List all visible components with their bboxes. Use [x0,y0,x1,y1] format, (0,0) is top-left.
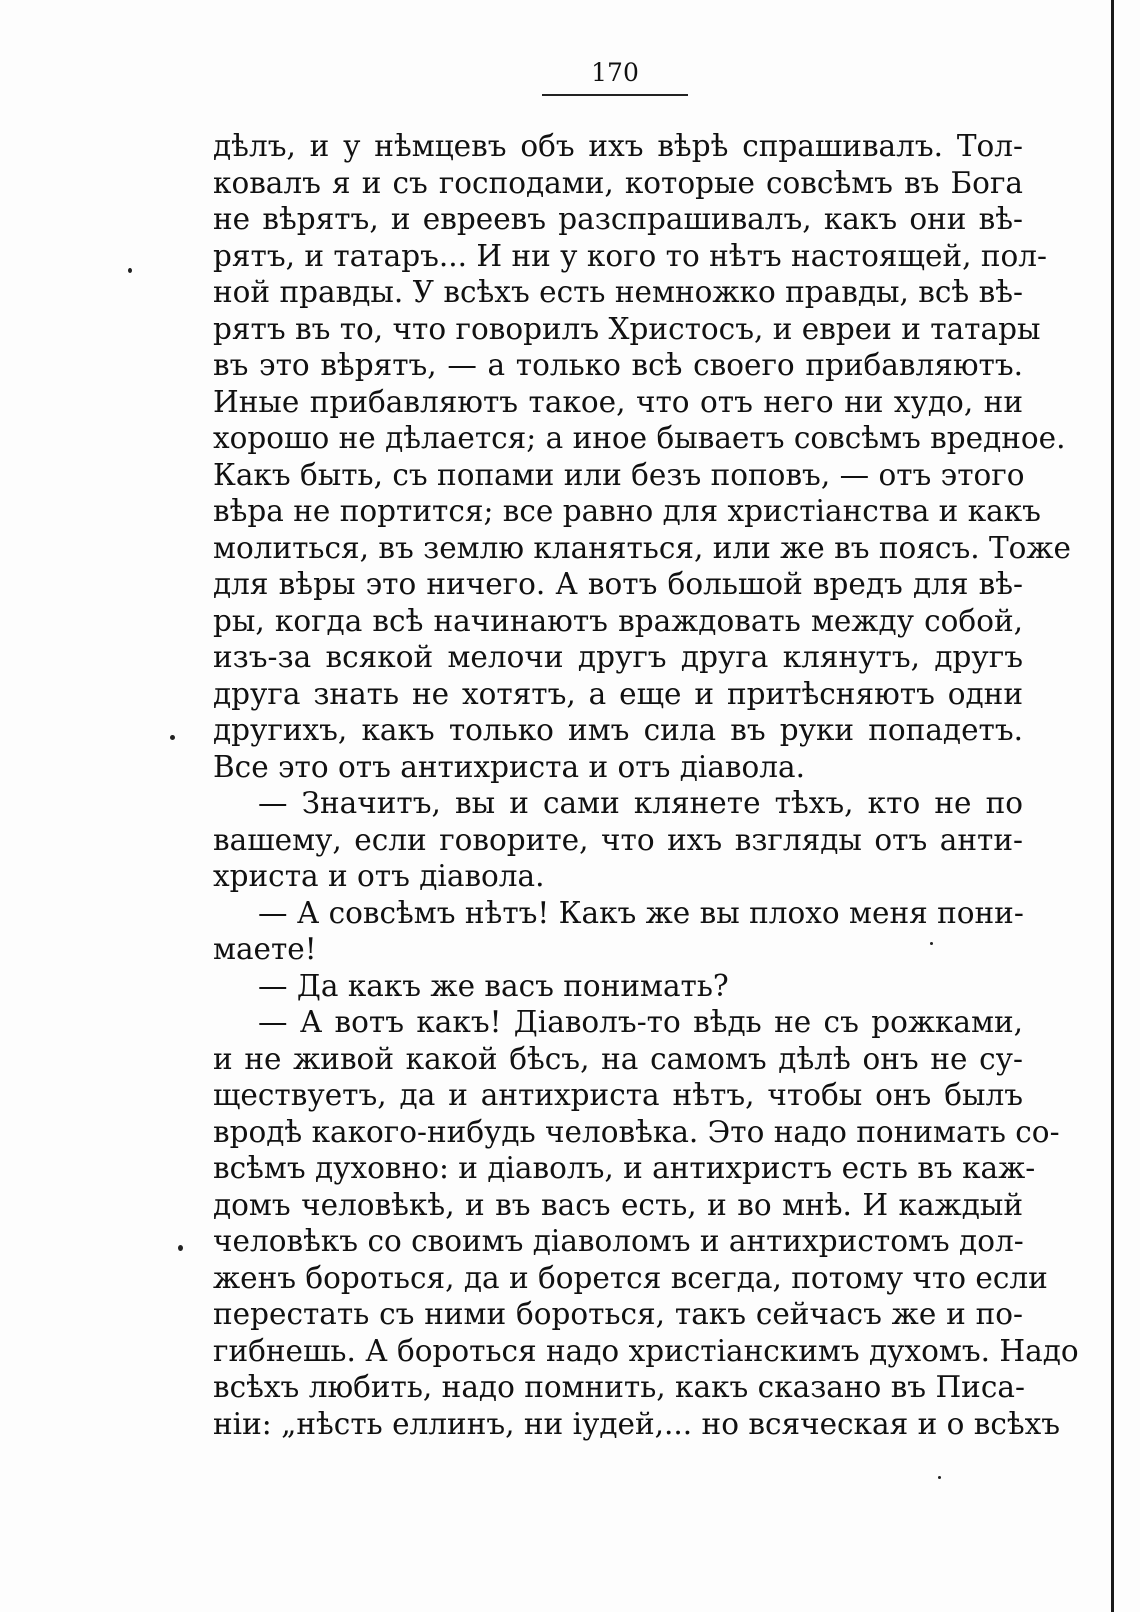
text-line: хорошо не дѣлается; а иное бываетъ совсѣмъ вредное. [213,421,1066,455]
header-rule [542,94,688,96]
body-text [213,128,1079,1442]
text-line: домъ человѣкѣ, и въ васъ есть, и во мнѣ. И каждый [213,1187,1023,1222]
text-line: гибнешь. А бороться надо христіанскимъ духомъ. Надо [213,1333,1079,1368]
text-line: рятъ, и татаръ... И ни у кого то нѣтъ настоящей, пол- [213,238,1047,273]
text-line: вродѣ какого-нибудь человѣка. Это надо понимать со- [213,1114,1060,1149]
scan-speck [930,942,933,945]
text-line: для вѣры это ничего. А вотъ большой вредъ для вѣ- [213,567,1023,601]
text-line: маете! [213,932,317,966]
text-line: ществуетъ, да и антихриста нѣтъ, чтобы онъ былъ [213,1078,1023,1112]
scan-speck [938,1476,941,1479]
text-line: человѣкъ со своимъ діаволомъ и антихристомъ дол- [213,1224,1024,1258]
text-line: христа и отъ діавола. [213,859,545,893]
text-line: вашему, если говорите, что ихъ взгляды отъ анти- [213,822,1023,857]
text-line: друга знать не хотятъ, а еще и притѣсняютъ одни [213,676,1023,711]
text-line: — Значитъ, вы и сами клянете тѣхъ, кто не по [258,786,1023,820]
scan-speck [178,1245,183,1251]
scan-speck [128,268,132,273]
text-line: перестать съ ними бороться, такъ сейчасъ же и по- [213,1297,1023,1331]
text-line: Какъ быть, съ попами или безъ поповъ, — отъ этого [213,457,1025,492]
text-line: всѣхъ любить, надо помнить, какъ сказано въ Писа- [213,1370,1025,1404]
text-line: не вѣрятъ, и евреевъ разспрашивалъ, какъ они вѣ- [213,202,1023,236]
text-line: — Да какъ же васъ понимать? [258,968,729,1003]
text-line: въ это вѣрятъ, — а только всѣ своего прибавляютъ. [213,348,1023,382]
text-line: Все это отъ антихриста и отъ діавола. [213,749,805,784]
text-line: ковалъ я и съ господами, которые совсѣмъ въ Бога [213,165,1023,200]
page-number: 170 [591,58,639,87]
text-line: изъ-за всякой мелочи другъ друга клянутъ, другъ [213,640,1023,674]
text-line: ной правды. У всѣхъ есть немножко правды, всѣ вѣ- [213,275,1023,309]
text-line: всѣмъ духовно: и діаволъ, и антихристъ есть въ каж- [213,1151,1036,1185]
text-line: дѣлъ, и у нѣмцевъ объ ихъ вѣрѣ спрашивалъ. Тол- [213,129,1023,163]
text-line: Иные прибавляютъ такое, что отъ него ни худо, ни [213,384,1023,419]
text-line: рятъ въ то, что говорилъ Христосъ, и евреи и татары [213,311,1041,346]
text-line: — А вотъ какъ! Діаволъ-то вѣдь не съ рожками, [258,1005,1023,1039]
text-line: — А совсѣмъ нѣтъ! Какъ же вы плохо меня пони- [258,895,1024,930]
text-line: женъ бороться, да и борется всегда, потому что если [213,1260,1048,1295]
text-line: вѣра не портится; все равно для христіанства и какъ [213,494,1041,528]
text-line: другихъ, какъ только имъ сила въ руки попадетъ. [213,713,1023,747]
text-line: ры, когда всѣ начинаютъ враждовать между собой, [213,603,1023,638]
text-line: и не живой какой бѣсъ, на самомъ дѣлѣ онъ не су- [213,1041,1023,1076]
text-line: молиться, въ землю кланяться, или же въ поясъ. Тоже [213,530,1072,565]
page-edge-line [1111,0,1114,1612]
scan-speck [170,735,175,740]
text-line: ніи: „нѣсть еллинъ, ни іудей,... но всяческая и о всѣхъ [213,1406,1061,1441]
